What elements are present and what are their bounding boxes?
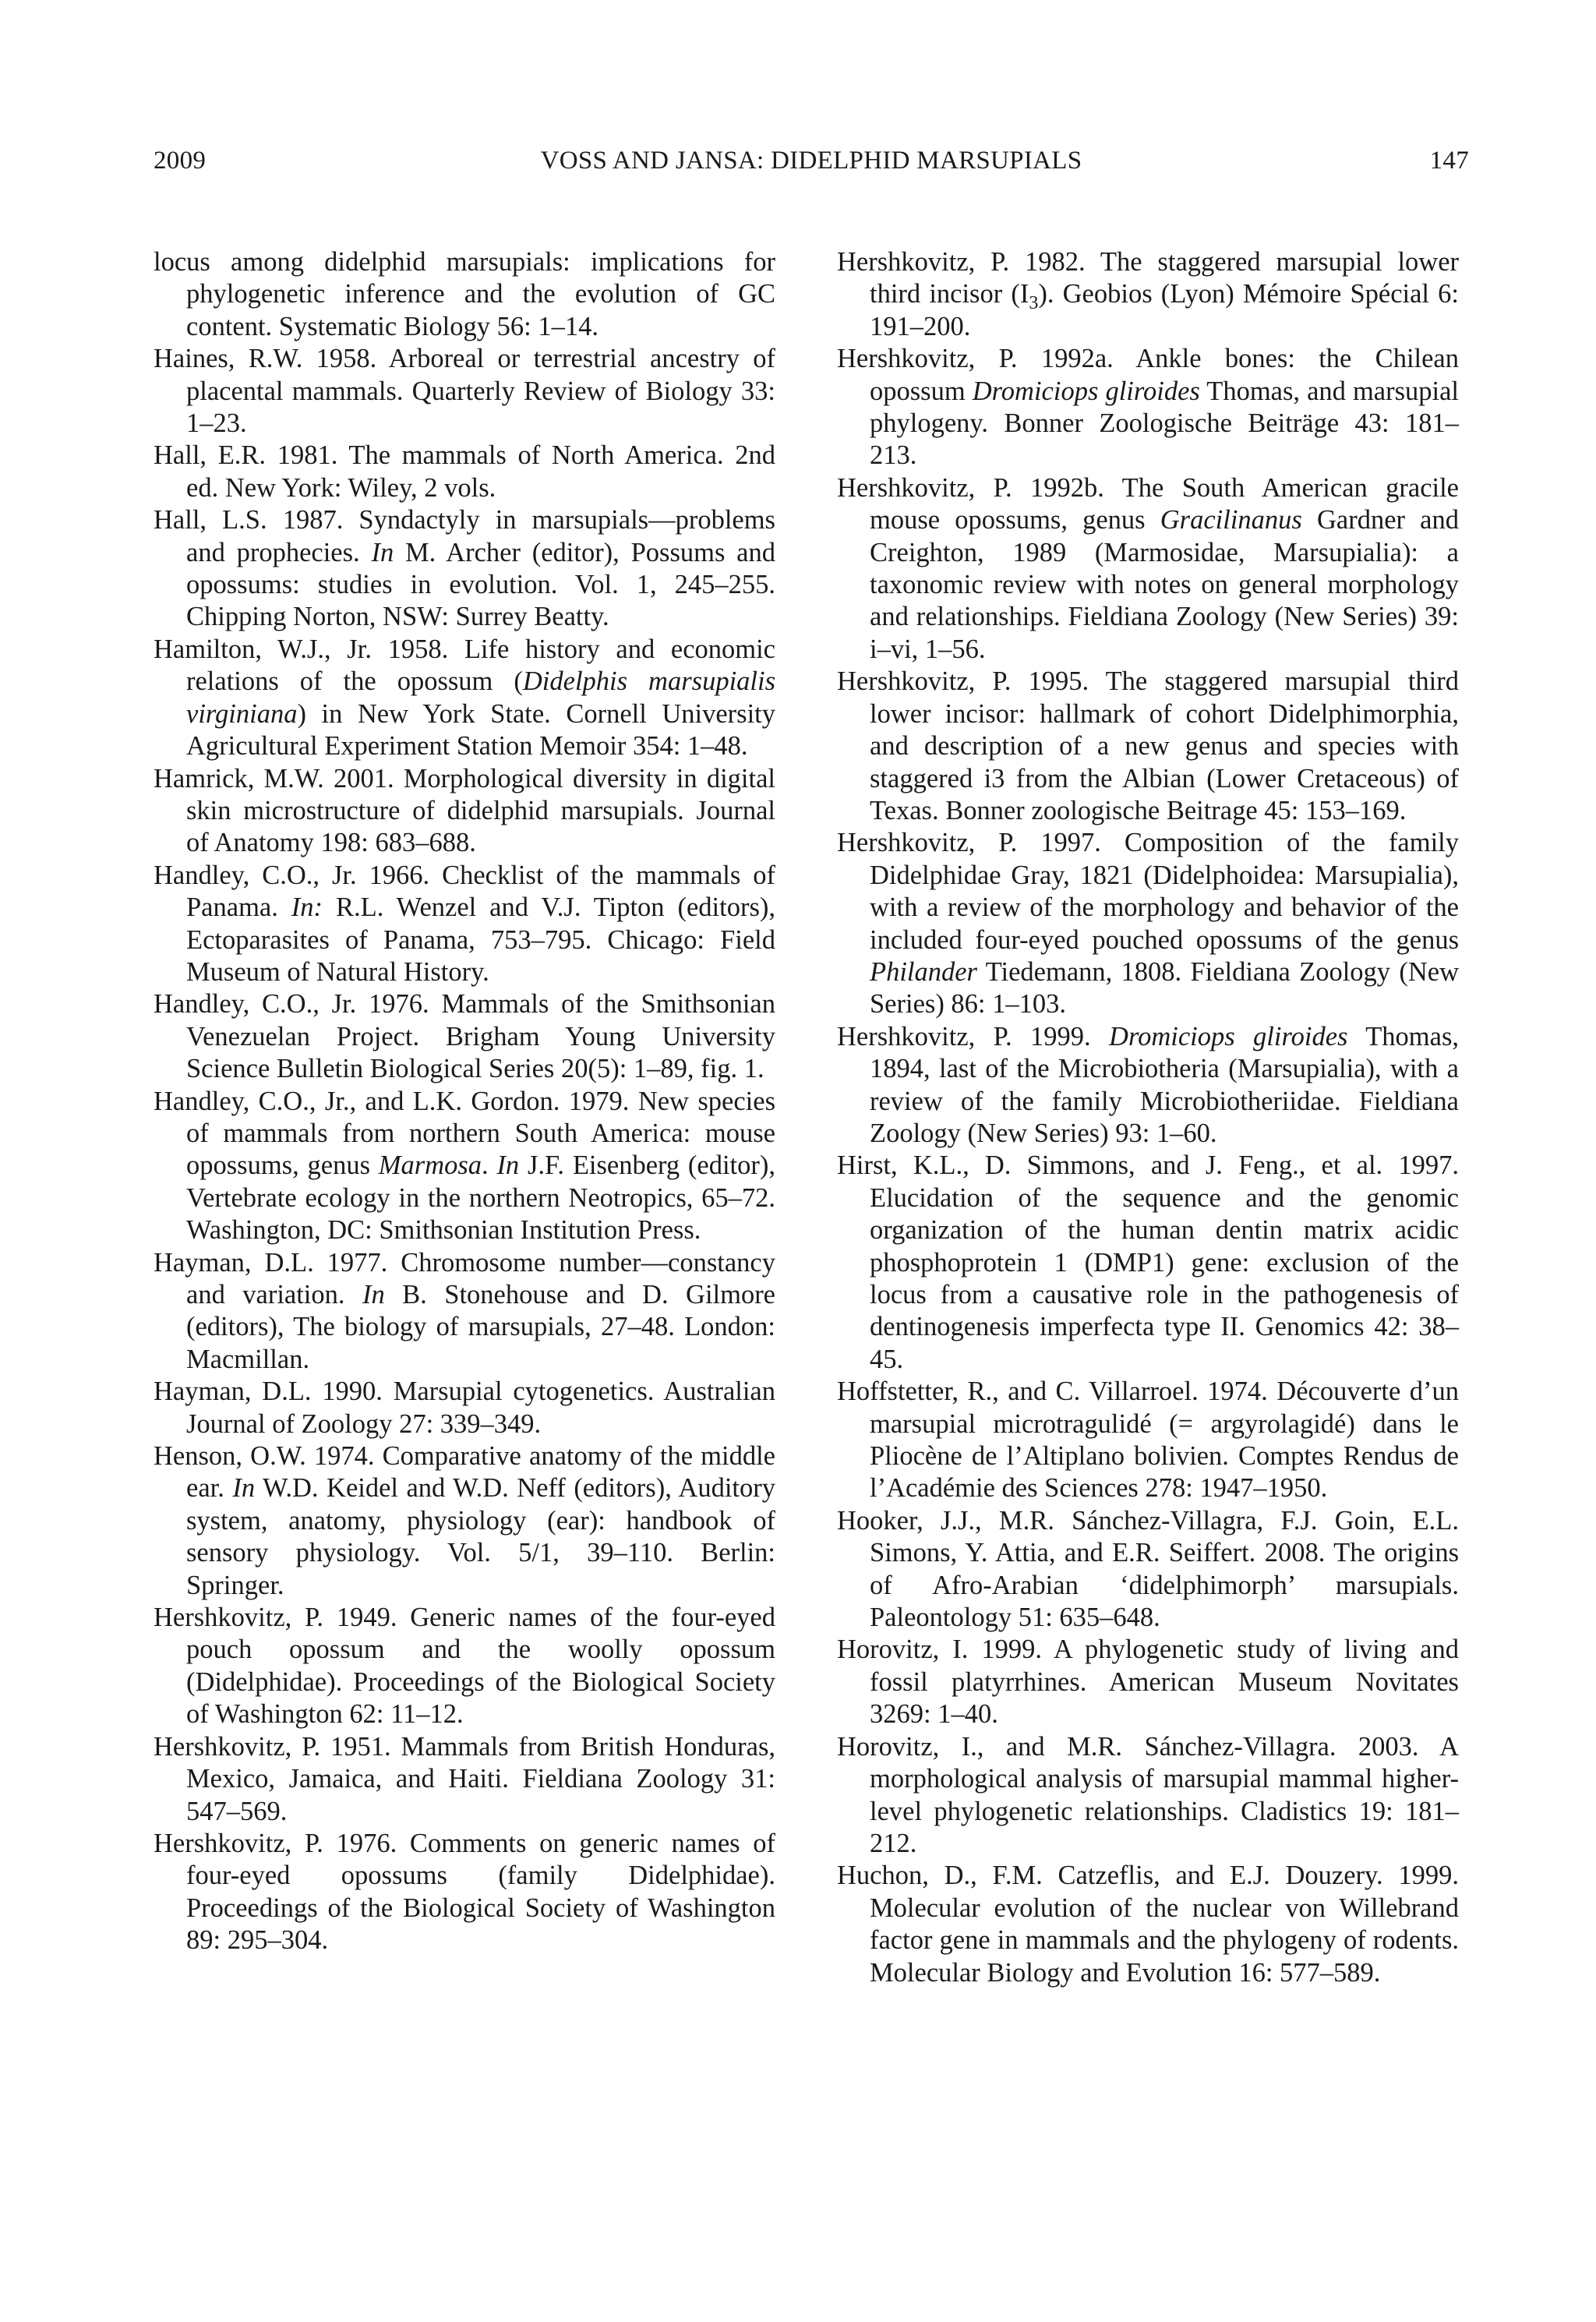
reference-entry bbox=[154, 1376, 775, 1440]
reference-text: Henson, O.W. 1974. Comparative anatomy of the middle ear. bbox=[154, 1441, 775, 1504]
reference-entry bbox=[837, 1021, 1459, 1150]
reference-entry bbox=[154, 343, 775, 440]
reference-text: Hamrick, M.W. 2001. Morphological diversity in digital skin microstructure of didelphid marsupials. Journal of Anatomy 198: 683–688. bbox=[154, 763, 775, 858]
reference-text: Thomas, 1894, last of the Microbiotheria (Marsupialia), with a review of the family Microbiotheriidae. Fieldiana Zoology (New Series) 93: 1–60. bbox=[870, 1021, 1459, 1148]
italic-text: Didelphis marsupialis virginiana bbox=[186, 666, 776, 729]
reference-entry bbox=[154, 860, 775, 989]
reference-text: . bbox=[482, 1150, 497, 1181]
subscript-text: 3 bbox=[1029, 293, 1039, 314]
reference-text: Hershkovitz, P. 1992b. The South American gracile mouse opossums, genus bbox=[837, 472, 1459, 535]
reference-text: Hall, L.S. 1987. Syndactyly in marsupials—problems and prophecies. bbox=[154, 505, 775, 567]
reference-text: Hayman, D.L. 1977. Chromosome number—constancy and variation. bbox=[154, 1247, 775, 1309]
reference-entry bbox=[154, 763, 775, 860]
reference-entry bbox=[837, 1731, 1459, 1861]
reference-entry bbox=[837, 343, 1459, 472]
reference-text: Hershkovitz, P. 1992a. Ankle bones: the Chilean opossum bbox=[837, 344, 1459, 406]
reference-text: Hamilton, W.J., Jr. 1958. Life history and economic relations of the opossum ( bbox=[154, 634, 775, 697]
reference-text: locus among didelphid marsupials: implications for phylogenetic inference and the evolution of GC content. Systematic Biology 56: 1–14. bbox=[154, 247, 775, 341]
reference-text: Hershkovitz, P. 1982. The staggered marsupial lower third incisor (I bbox=[837, 247, 1459, 309]
reference-text: Hershkovitz, P. 1976. Comments on generic names of four-eyed opossums (family Didelphidae). Proceedings of the Biological Society of Washington 89: 295–304. bbox=[154, 1828, 775, 1956]
reference-entry bbox=[837, 1376, 1459, 1505]
reference-text: ). Geobios (Lyon) Mémoire Spécial 6: 191–200. bbox=[870, 279, 1459, 341]
italic-text: In bbox=[232, 1473, 256, 1504]
reference-column-right bbox=[837, 246, 1459, 1989]
reference-text: ) in New York State. Cornell University Agricultural Experiment Station Memoir 354: 1–48. bbox=[186, 698, 775, 762]
reference-text: Hooker, J.J., M.R. Sánchez-Villagra, F.J. Goin, E.L. Simons, Y. Attia, and E.R. Seiffert. 2008. The origins of Afro-Arabian ‘didelphimorph’ marsupials. Paleontology 51: 635–648. bbox=[837, 1505, 1459, 1633]
reference-entry bbox=[154, 1602, 775, 1731]
reference-text: Hirst, K.L., D. Simmons, and J. Feng., et al. 1997. Elucidation of the sequence and the genomic organization of the human dentin matrix acidic phosphoprotein 1 (DMP1) gene: exclusion of the locus from a causative role in the pathogenesis of dentinogenesis imperfecta type II. Genomics 42: 38–45. bbox=[837, 1150, 1459, 1374]
reference-entry bbox=[154, 246, 775, 343]
reference-text: Huchon, D., F.M. Catzeflis, and E.J. Douzery. 1999. Molecular evolution of the nuclear von Willebrand factor gene in mammals and the phylogeny of rodents. Molecular Biology and Evolution 16: 577–589. bbox=[837, 1861, 1459, 1988]
reference-text: Haines, R.W. 1958. Arboreal or terrestrial ancestry of placental mammals. Quarterly Review of Biology 33: 1–23. bbox=[154, 344, 775, 439]
reference-entry bbox=[154, 1731, 775, 1828]
reference-text: Hall, E.R. 1981. The mammals of North America. 2nd ed. New York: Wiley, 2 vols. bbox=[154, 440, 775, 503]
reference-entry bbox=[154, 1247, 775, 1377]
italic-text: Philander bbox=[870, 956, 977, 987]
reference-text: Handley, C.O., Jr., and L.K. Gordon. 1979. New species of mammals from northern South America: mouse opossums, genus bbox=[154, 1086, 775, 1181]
reference-entry bbox=[837, 1150, 1459, 1376]
reference-entry bbox=[837, 1634, 1459, 1730]
reference-text: Tiedemann, 1808. Fieldiana Zoology (New Series) 86: 1–103. bbox=[870, 956, 1459, 1020]
reference-entry bbox=[154, 1440, 775, 1602]
italic-text: In bbox=[496, 1150, 520, 1181]
reference-text: B. Stonehouse and D. Gilmore (editors), The biology of marsupials, 27–48. London: Macmillan. bbox=[186, 1280, 775, 1374]
reference-entry bbox=[837, 472, 1459, 666]
italic-text: Dromiciops gliroides bbox=[972, 376, 1200, 406]
italic-text: In bbox=[362, 1280, 385, 1309]
reference-text: Thomas, and marsupial phylogeny. Bonner Zoologische Beiträge 43: 181–213. bbox=[870, 376, 1459, 471]
italic-text: Marmosa bbox=[378, 1150, 482, 1181]
reference-text: Hershkovitz, P. 1999. bbox=[837, 1021, 1110, 1051]
reference-column-left bbox=[154, 246, 775, 1957]
reference-text: Hayman, D.L. 1990. Marsupial cytogenetics. Australian Journal of Zoology 27: 339–349. bbox=[154, 1377, 775, 1439]
reference-entry bbox=[837, 666, 1459, 827]
reference-entry bbox=[154, 504, 775, 634]
reference-text: J.F. Eisenberg (editor), Vertebrate ecology in the northern Neotropics, 65–72. Washington, DC: Smithsonian Institution Press. bbox=[186, 1150, 775, 1246]
running-title: VOSS AND JANSA: DIDELPHID MARSUPIALS bbox=[540, 147, 1082, 175]
reference-text: Hershkovitz, P. 1951. Mammals from British Honduras, Mexico, Jamaica, and Haiti. Fieldiana Zoology 31: 547–569. bbox=[154, 1731, 775, 1826]
reference-entry bbox=[154, 634, 775, 763]
reference-text: Hershkovitz, P. 1995. The staggered marsupial third lower incisor: hallmark of cohort Didelphimorphia, and description of a new genus and species with staggered i3 from the Albian (Lower Cretaceous) of Texas. Bonner zoologische Beitrage 45: 153–169. bbox=[837, 666, 1459, 825]
reference-entry bbox=[154, 988, 775, 1085]
reference-text: M. Archer (editor), Possums and opossums: studies in evolution. Vol. 1, 245–255. Chipping Norton, NSW: Surrey Beatty. bbox=[186, 537, 775, 632]
reference-text: Hershkovitz, P. 1997. Composition of the family Didelphidae Gray, 1821 (Didelphoidea: Marsupialia), with a review of the morphology and behavior of the included four-eyed pouched opossums of the genus bbox=[837, 828, 1459, 955]
reference-entry bbox=[154, 440, 775, 504]
reference-text: Handley, C.O., Jr. 1976. Mammals of the Smithsonian Venezuelan Project. Brigham Young University Science Bulletin Biological Series 20(5): 1–89, fig. 1. bbox=[154, 989, 775, 1084]
reference-text: R.L. Wenzel and V.J. Tipton (editors), Ectoparasites of Panama, 753–795. Chicago: Field Museum of Natural History. bbox=[186, 892, 776, 987]
italic-text: Gracilinanus bbox=[1160, 505, 1302, 535]
header-year: 2009 bbox=[154, 147, 207, 175]
reference-entry bbox=[837, 1860, 1459, 1989]
reference-entry bbox=[154, 1828, 775, 1957]
reference-entry bbox=[154, 1086, 775, 1247]
reference-entry bbox=[837, 246, 1459, 343]
reference-entry bbox=[837, 827, 1459, 1020]
page-number: 147 bbox=[1429, 147, 1469, 175]
reference-text: Handley, C.O., Jr. 1966. Checklist of the mammals of Panama. bbox=[154, 860, 775, 923]
reference-text: Gardner and Creighton, 1989 (Marmosidae, Marsupialia): a taxonomic review with notes on general morphology and relationships. Fieldiana Zoology (New Series) 39: i–vi, 1–56. bbox=[870, 505, 1459, 664]
reference-text: Hoffstetter, R., and C. Villarroel. 1974. Découverte d’un marsupial microtragulidé (= argyrolagidé) dans le Pliocène de l’Altiplano bolivien. Comptes Rendus de l’Académie des Sciences 278: 1947–1950. bbox=[837, 1377, 1459, 1504]
reference-text: Horovitz, I., and M.R. Sánchez-Villagra. 2003. A morphological analysis of marsupial mammal higher-level phylogenetic relationships. Cladistics 19: 181–212. bbox=[837, 1731, 1459, 1858]
italic-text: In: bbox=[291, 892, 323, 923]
reference-text: Hershkovitz, P. 1949. Generic names of the four-eyed pouch opossum and the woolly opossum (Didelphidae). Proceedings of the Biological Society of Washington 62: 11–12. bbox=[154, 1603, 775, 1730]
reference-text: W.D. Keidel and W.D. Neff (editors), Auditory system, anatomy, physiology (ear): handbook of sensory physiology. Vol. 5/1, 39–110. Berlin: Springer. bbox=[186, 1473, 775, 1600]
italic-text: In bbox=[371, 537, 394, 567]
italic-text: Dromiciops gliroides bbox=[1109, 1021, 1348, 1051]
reference-entry bbox=[837, 1505, 1459, 1635]
reference-text: Horovitz, I. 1999. A phylogenetic study of living and fossil platyrrhines. American Museum Novitates 3269: 1–40. bbox=[837, 1635, 1459, 1730]
